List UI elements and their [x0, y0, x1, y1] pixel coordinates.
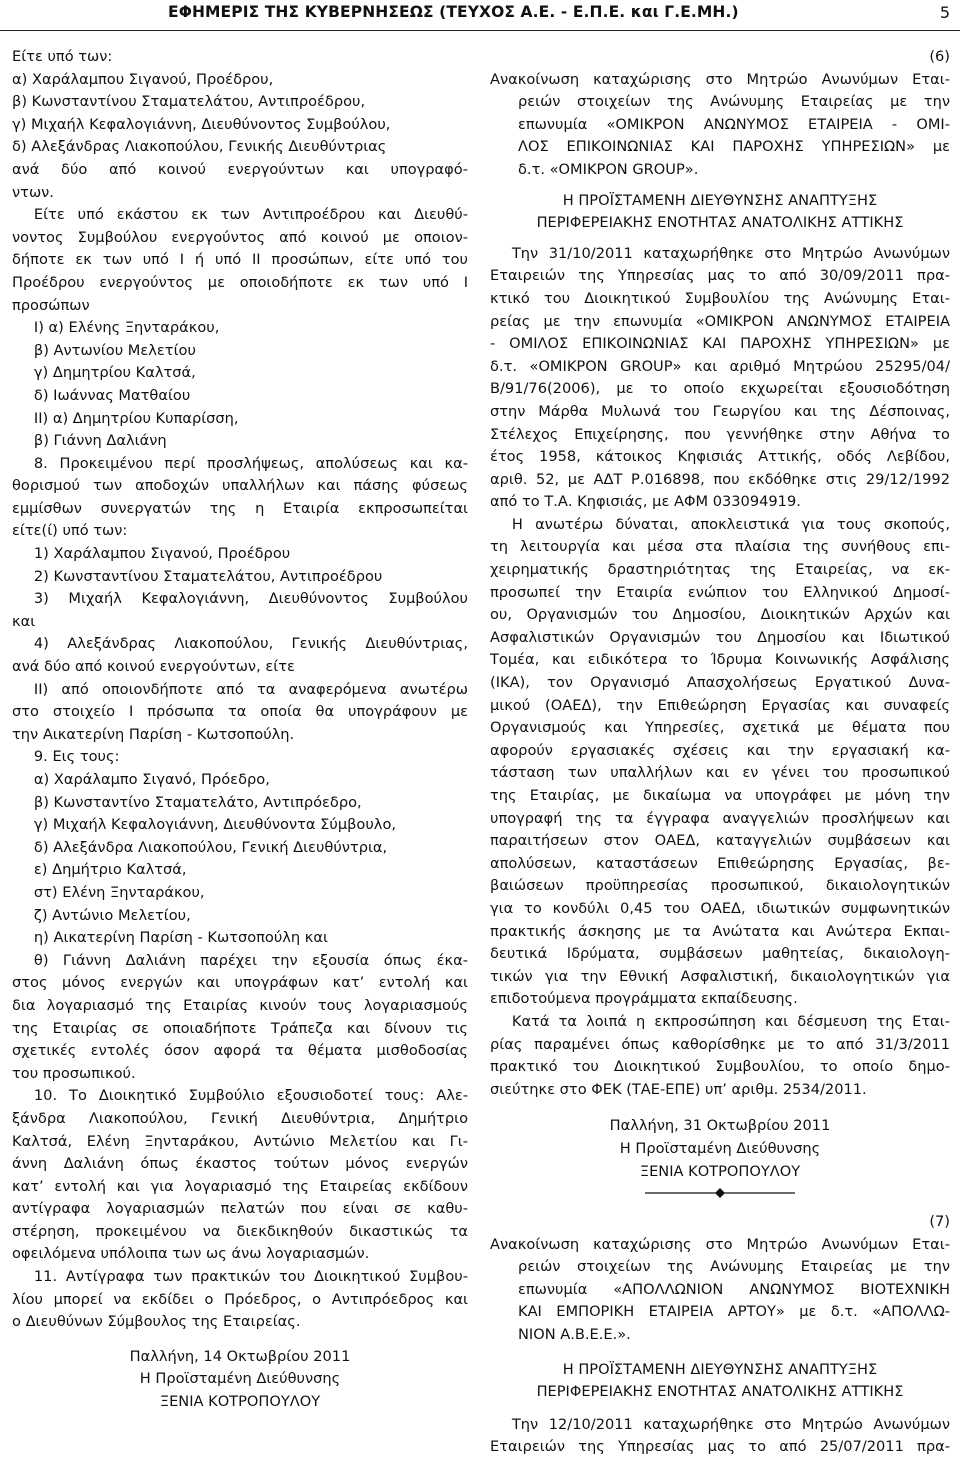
text-line: Ανακοίνωση καταχώρισης στο Μητρώο Ανωνύμων Εται- [490, 1235, 950, 1253]
text-line: προσωπεί την Εταιρία ενώπιον του Ελληνικού Δημοσί- [490, 583, 950, 601]
text-line: β) Κωνσταντίνο Σταματελάτο, Αντιπρόεδρο, [33, 793, 362, 811]
text-line: άννη Δαλιάνη όπως έκαστος τούτων μόνος ενεργών [12, 1155, 468, 1173]
notice-number: (7) [929, 1213, 950, 1231]
text-line: 3) Μιχαήλ Κεφαλογιάννη, Διευθύνοντος Συμβούλου [33, 590, 468, 608]
text-line: η) Αικατερίνη Παρίση - Κωτσοπούλη και [33, 929, 328, 947]
text-line: ΚΑΙ ΕΜΠΟΡΙΚΗ ΕΤΑΙΡΕΙΑ ΑΡΤΟΥ» με δ.τ. «ΑΠΟΛΛΩ- [518, 1303, 950, 1321]
text-line: α) Χαράλαμπου Σιγανού, Προέδρου, [12, 70, 274, 88]
signature-name: ΞΕΝΙΑ ΚΟΤΡΟΠΟΥΛΟΥ [639, 1162, 801, 1180]
text-line: ντων. [12, 183, 54, 201]
text-line: δ.τ. «ΟΜΙΚΡΟΝ GROUP» και αριθμό Μητρώου 25295/04/ [490, 357, 950, 375]
text-line: θ) Γιάννη Δαλιάνη παρέχει την εξουσία όπως έκα- [33, 951, 468, 969]
text-line: 1) Χαράλαμπου Σιγανού, Προέδρου [33, 545, 291, 563]
text-line: Εταιρειών της Υπηρεσίας μας το από 25/07/2011 πρα- [490, 1438, 950, 1456]
text-line: ζ) Αντώνιο Μελετίου, [33, 906, 191, 924]
text-line: ΛΟΣ ΕΠΙΚΟΙΝΩΝΙΑΣ ΚΑΙ ΠΑΡΟΧΗΣ ΥΠΗΡΕΣΙΩΝ» με [518, 138, 950, 156]
text-line: γ) Μιχαήλ Κεφαλογιάννη, Διευθύνοντος Συμβούλου, [12, 115, 391, 133]
authority-heading: ΠΕΡΙΦΕΡΕΙΑΚΗΣ ΕΝΟΤΗΤΑΣ ΑΝΑΤΟΛΙΚΗΣ ΑΤΤΙΚΗΣ [536, 214, 904, 232]
text-line: δ) Αλεξάνδρα Λιακοπούλου, Γενική Διευθύντρια, [33, 838, 388, 856]
diamond-rule-icon [645, 1188, 795, 1198]
text-line: Ανακοίνωση καταχώρισης στο Μητρώο Ανωνύμων Εται- [490, 70, 950, 88]
text-line: γ) Δημητρίου Καλτσά, [33, 364, 196, 382]
text-line: β) Αντωνίου Μελετίου [33, 341, 196, 359]
text-line: ξάνδρα Λιακοπούλου, Γενική Διευθύντρια, Δημήτριο [12, 1109, 468, 1127]
text-line: Κατά τα λοιπά η εκπροσώπηση και δέσμευση της Εται- [511, 1012, 950, 1030]
text-line: 8. Προκειμένου περί προσλήψεως, απολύσεως και κα- [33, 454, 468, 472]
text-line: ΙΙ) από οποιονδήποτε από τα αναφερόμενα ανωτέρω [33, 680, 468, 698]
text-line: Ι) α) Ελένης Ξηνταράκου, [33, 319, 220, 337]
text-line: Εταιρειών της Υπηρεσίας μας το από 30/09/2011 πρα- [490, 267, 950, 285]
text-line: αριθ. 52, με ΑΔΤ Ρ.016898, που εκδόθηκε στις 29/12/1992 [490, 470, 950, 488]
text-line: (ΙΚΑ), τον Οργανισμό Απασχολήσεως Εργατικού Δυνα- [490, 674, 950, 692]
text-line: σιεύτηκε στο ΦΕΚ (ΤΑΕ-ΕΠΕ) υπ’ αριθμ. 2534/2011. [490, 1080, 867, 1098]
text-line: στ) Ελένη Ξηνταράκου, [33, 883, 205, 901]
text-line: Την 31/10/2011 καταχωρήθηκε στο Μητρώο Ανωνύμων [511, 244, 950, 262]
text-line: της Εταιρίας σε οποιαδήποτε Τράπεζα και δίνουν τις [12, 1019, 468, 1037]
text-line: μικού (ΟΑΕΔ), την Επιθεώρηση Εργασίας και συναφείς [490, 696, 950, 714]
text-line: Ασφαλιστικών Οργανισμών του Δημοσίου και Ιδιωτικού [490, 628, 950, 646]
text-line: έτος 1958, κάτοικος Κηφισιάς Αττικής, οδός Λεβίδου, [490, 448, 950, 466]
text-line: Καλτσά, Ελένη Ξηνταράκου, Αντώνιο Μελετίου και Γι- [12, 1132, 468, 1150]
text-line: προσώπων [12, 296, 90, 314]
text-line: αντίγραφα λογαριασμών πελατών που είναι σε καθυ- [12, 1200, 468, 1218]
text-line: Την 12/10/2011 καταχωρήθηκε στο Μητρώο Ανωνύμων [511, 1415, 950, 1433]
text-line: εμμίσθων συνεργατών της η Εταιρία εκπροσωπείται [12, 499, 468, 517]
text-line: β) Γιάννη Δαλιάνη [33, 432, 167, 450]
text-line: δ.τ. «ΟΜΙΚΡΟΝ GROUP». [518, 160, 699, 178]
text-line: στο στοιχείο Ι πρόσωπα τα οποία θα υπογράφουν με [12, 703, 468, 721]
text-line: στος μόνος ενεργών και υπογράφων κατ’ εντολή και [12, 974, 468, 992]
text-line: δευτικά Ιδρύματα, συμβάσεων μαθητείας, δικαιολογη- [490, 945, 950, 963]
text-line: χειρηματικής δραστηριότητας της Εταιρείας, να εκ- [490, 561, 950, 579]
section-separator [490, 1183, 950, 1205]
signature-name: ΞΕΝΙΑ ΚΟΤΡΟΠΟΥΛΟΥ [159, 1393, 321, 1411]
text-line: για το κονδύλι 0,45 του ΟΑΕΔ, ιδιωτικών συμφωνητικών [490, 899, 950, 917]
text-line: είτε(ί) υπό των: [12, 522, 128, 540]
text-line: 9. Εις τους: [33, 748, 120, 766]
signature-role: Η Προϊσταμένη Διεύθυνσης [139, 1370, 341, 1388]
text-line: 4) Αλεξάνδρας Λιακοπούλου, Γενικής Διευθύντριας, [33, 635, 468, 653]
text-line: από το Τ.Α. Κηφισιάς, με ΑΦΜ 033094919. [490, 493, 801, 511]
page-number: 5 [939, 3, 950, 22]
text-line: ΝΙΟΝ Α.Β.Ε.Ε.». [518, 1326, 631, 1344]
notice-number: (6) [929, 48, 950, 65]
text-line: κτικό του Διοικητικού Συμβουλίου της Ανώνυμης Εται- [490, 289, 950, 307]
text-line: και [12, 612, 36, 630]
signature-date: Παλλήνη, 31 Οκτωβρίου 2011 [609, 1117, 831, 1135]
text-line: επιδοτούμενα προγράμματα εκπαίδευσης. [490, 990, 798, 1008]
text-line: α) Χαράλαμπο Σιγανό, Πρόεδρο, [33, 771, 270, 788]
text-line: επωνυμία «ΑΠΟΛΛΩΝΙΟΝ ΑΝΩΝΥΜΟΣ ΒΙΟΤΕΧΝΙΚΗ [518, 1280, 950, 1298]
signature-date: Παλλήνη, 14 Οκτωβρίου 2011 [129, 1347, 351, 1365]
text-line: παραιτήσεων στον ΟΑΕΔ, καταγγελιών συμβάσεων και [490, 832, 950, 850]
text-line: γ) Μιχαήλ Κεφαλογιάννη, Διευθύνοντα Σύμβουλο, [33, 816, 397, 834]
text-line: Οργανισμούς και Υπηρεσίες, σχετικά με θέματα που [490, 719, 950, 737]
text-line: ρείας με την επωνυμία «ΟΜΙΚΡΟΝ ΑΝΩΝΥΜΟΣ ΕΤΑΙΡΕΙΑ [490, 312, 950, 330]
text-line: τικών για την Εθνική Ασφαλιστική, δικαιολογητικών για [490, 967, 950, 985]
text-line: Β/91/76(2006), με το οποίο εκχωρείται εξουσιοδότηση [490, 380, 950, 398]
text-line: Προέδρου ενεργούντος με οποιοδήποτε εκ των υπό Ι [12, 273, 468, 291]
text-line: - ΟΜΙΛΟΣ ΕΠΙΚΟΙΝΩΝΙΑΣ ΚΑΙ ΠΑΡΟΧΗΣ ΥΠΗΡΕΣΙΩΝ» με [490, 335, 950, 353]
text-line: επωνυμία «ΟΜΙΚΡΟΝ ΑΝΩΝΥΜΟΣ ΕΤΑΙΡΕΙΑ - ΟΜΙ- [518, 115, 950, 133]
text-line: ρειών στοιχείων της Ανώνυμης Εταιρείας με την [518, 1258, 950, 1276]
text-line: ε) Δημήτριο Καλτσά, [33, 861, 187, 879]
text-line: Είτε υπό εκάστου εκ των Αντιπροέδρου και Διευθύ- [33, 206, 468, 224]
text-line: τη λειτουργία και μέσα στα πλαίσια της συνήθους επι- [490, 538, 950, 556]
text-line: 10. Το Διοικητικό Συμβούλιο εξουσιοδοτεί τους: Αλε- [33, 1087, 468, 1105]
left-column [12, 46, 468, 1414]
text-line: λίου μπορεί να εκδίδει ο Πρόεδρος, ο Αντιπρόεδρος και [12, 1290, 468, 1308]
text-line: 11. Αντίγραφα των πρακτικών του Διοικητικού Συμβου- [33, 1268, 468, 1286]
text-line: δια λογαριασμό της Εταιρίας κινούν τους λογαριασμούς [12, 996, 468, 1014]
text-line: σχετικές εντολές όσον αφορά τα θέματα μισθοδοσίας [12, 1042, 468, 1060]
text-line: οφειλόμενα υπόλοιπα των ως άνω λογαριασμών. [12, 1245, 370, 1263]
text-line: ανά δύο από κοινού ενεργούντων και υπογραφό- [12, 160, 468, 178]
text-line: Τομέα, και ειδικότερα το Ίδρυμα Κοινωνικής Ασφάλισης [490, 651, 950, 669]
text-line: απολύσεων, καταστάσεων Επιθεώρησης Εργασίας, βε- [490, 854, 950, 872]
text-line: του προσωπικού. [12, 1064, 136, 1082]
text-line: 2) Κωνσταντίνου Σταματελάτου, Αντιπροέδρου [33, 567, 383, 585]
text-line: Η ανωτέρω δύναται, αποκλειστικά για τους σκοπούς, [511, 515, 950, 533]
text-line: ρίας παραμένει όπως καθορίσθηκε με το από 31/3/2011 [490, 1035, 950, 1053]
text-line: θορισμού των αποδοχών υπαλλήλων και πάσης φύσεως [12, 477, 468, 495]
authority-heading: ΠΕΡΙΦΕΡΕΙΑΚΗΣ ΕΝΟΤΗΤΑΣ ΑΝΑΤΟΛΙΚΗΣ ΑΤΤΙΚΗΣ [536, 1383, 904, 1401]
text-line: νοντος Συμβούλου ενεργούντος από κοινού με οποιον- [12, 228, 468, 246]
text-line: της Εταιρίας, με δικαίωμα να υπογράφει με μόνη την [490, 787, 950, 804]
page-header [0, 0, 960, 31]
text-line: κατ’ εντολή και για λογαριασμό της Εταιρείας εκδίδουν [12, 1177, 468, 1195]
text-line: ο Διευθύνων Σύμβουλος της Εταιρείας. [12, 1313, 301, 1331]
text-line: Στέλεχος Επιχείρησης, που γεννήθηκε στην Αθήνα το [490, 425, 950, 443]
authority-heading: Η ΠΡΟΪΣΤΑΜΕΝΗ ΔΙΕΥΘΥΝΣΗΣ ΑΝΑΠΤΥΞΗΣ [562, 1360, 878, 1378]
signature-role: Η Προϊσταμένη Διεύθυνσης [619, 1139, 821, 1157]
gazette-title: ΕΦΗΜΕΡΙΣ ΤΗΣ ΚΥΒΕΡΝΗΣΕΩΣ (ΤΕΥΧΟΣ Α.Ε. - Ε.Π.Ε. και Γ.Ε.ΜΗ.) [168, 3, 739, 21]
text-line: δ) Ιωάννας Ματθαίου [33, 386, 191, 404]
text-line: δ) Αλεξάνδρας Λιακοπούλου, Γενικής Διευθύντριας [12, 138, 387, 156]
text-line: στέρηση, προκειμένου να διεκδικηθούν δικαστικώς τα [12, 1222, 468, 1240]
text-line: ΙΙ) α) Δημητρίου Κυπαρίσση, [33, 409, 239, 427]
text-line: πρακτικό του Διοικητικού Συμβουλίου, το οποίο δημο- [490, 1058, 950, 1076]
authority-heading: Η ΠΡΟΪΣΤΑΜΕΝΗ ΔΙΕΥΘΥΝΣΗΣ ΑΝΑΠΤΥΞΗΣ [562, 191, 878, 209]
text-line: στην Μάρθα Μυλωνά του Γεωργίου και της Δέσποινας, [490, 402, 950, 420]
text-line: υπογραφή της τα έγγραφα αναγγελιών προσλήψεων και [490, 809, 950, 827]
text-line: τάσταση των υπαλλήλων και εν γένει του προσωπικού [490, 764, 950, 782]
text-line: β) Κωνσταντίνου Σταματελάτου, Αντιπροέδρου, [12, 93, 366, 111]
text-line: ρειών στοιχείων της Ανώνυμης Εταιρείας με την [518, 93, 950, 111]
text-line: Είτε υπό των: [12, 48, 113, 65]
text-line: πρακτικής άσκησης με τα Ανώτατα και Ανώτερα Εκπαι- [490, 922, 950, 940]
text-line: ου, Οργανισμών του Δημοσίου, Διοικητικών Αρχών και [490, 606, 950, 624]
text-line: αφορούν εργασιακές σχέσεις και την εργασιακή κα- [490, 741, 950, 759]
text-line: βαιώσεων προϋπηρεσίας προσωπικού, δικαιολογητικών [490, 877, 950, 895]
text-line: την Αικατερίνη Παρίση - Κωτσοπούλη. [12, 725, 295, 743]
text-line: ανά δύο από κοινού ενεργούντων, είτε [12, 658, 295, 676]
right-column [490, 46, 950, 1459]
text-line: δήποτε εκ των υπό Ι ή υπό ΙΙ προσώπων, είτε υπό του [12, 251, 468, 269]
